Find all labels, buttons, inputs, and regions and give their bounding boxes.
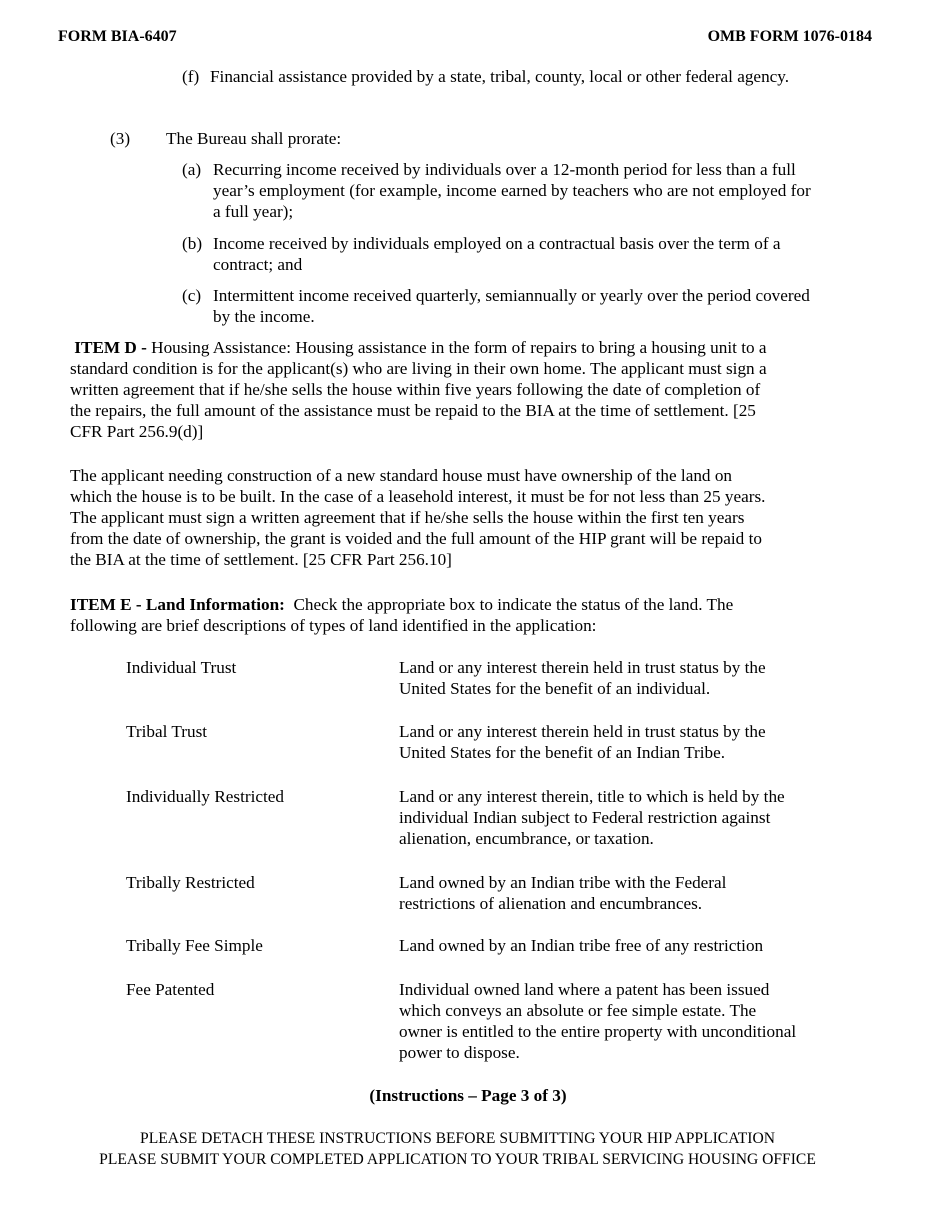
- item-a-label: (a): [182, 160, 202, 179]
- land-term-tribally-fee-simple: Tribally Fee Simple: [126, 936, 263, 955]
- land-term-individual-trust: Individual Trust: [126, 658, 237, 677]
- land-desc-fee-patented: Individual owned land where a patent has been issued which conveys an absolute or fee simple estate. The owner is entitled to the entire property with unconditional power to dispose.: [399, 980, 797, 1062]
- section-3-number: (3): [110, 129, 131, 148]
- footer-notice-detach: PLEASE DETACH THESE INSTRUCTIONS BEFORE SUBMITTING YOUR HIP APPLICATION: [140, 1130, 775, 1147]
- land-term-fee-patented: Fee Patented: [126, 980, 215, 999]
- land-desc-tribally-restricted: Land owned by an Indian tribe with the Federal restrictions of alienation and encumbrances.: [399, 873, 727, 913]
- land-desc-individual-trust: Land or any interest therein held in trust status by the United States for the benefit of an individual.: [399, 658, 766, 698]
- footer-notice-submit: PLEASE SUBMIT YOUR COMPLETED APPLICATION TO YOUR TRIBAL SERVICING HOUSING OFFICE: [99, 1151, 816, 1168]
- item-d-paragraph-2: The applicant needing construction of a new standard house must have ownership of the land on which the house is to be built. In the case of a leasehold interest, it must be for not less than 25 years. The applicant must sign a written agreement that if he/she sells the house within the first ten years from the date of ownership, the grant is voided and the full amount of the HIP grant will be repaid to the BIA at the time of settlement. [25 CFR Part 256.10]: [70, 466, 766, 569]
- land-desc-individually-restricted: Land or any interest therein, title to which is held by the individual Indian subject to Federal restriction against alienation, encumbrance, or taxation.: [399, 787, 785, 848]
- land-desc-tribally-fee-simple: Land owned by an Indian tribe free of any restriction: [399, 936, 764, 955]
- item-e-heading: ITEM E - Land Information:: [70, 595, 285, 614]
- item-f-label: (f): [182, 67, 200, 86]
- item-c-label: (c): [182, 286, 202, 305]
- item-d-paragraph-1: ITEM D - Housing Assistance: Housing assistance in the form of repairs to bring a housing unit to a standard condition is for the applicant(s) who are living in their own home. The applicant must sign a written agreement that if he/she sells the house within five years following the date of completion of the repairs, the full amount of the assistance must be repaid to the BIA at the time of settlement. [25 CFR Part 256.9(d)]: [70, 338, 767, 441]
- land-desc-tribal-trust: Land or any interest therein held in trust status by the United States for the benefit of an Indian Tribe.: [399, 722, 766, 762]
- item-c-text: Intermittent income received quarterly, semiannually or yearly over the period covered by the income.: [213, 286, 810, 326]
- land-term-individually-restricted: Individually Restricted: [126, 787, 284, 806]
- form-number: FORM BIA-6407: [58, 28, 177, 45]
- page-note: (Instructions – Page 3 of 3): [369, 1086, 567, 1105]
- section-3-heading: The Bureau shall prorate:: [166, 129, 342, 148]
- item-e-intro: ITEM E - Land Information: Check the appropriate box to indicate the status of the land. The following are brief descriptions of types of land identified in the application:: [70, 595, 734, 635]
- land-term-tribal-trust: Tribal Trust: [126, 722, 208, 741]
- item-b-label: (b): [182, 234, 203, 253]
- item-b-text: Income received by individuals employed on a contractual basis over the term of a contract; and: [213, 234, 781, 274]
- item-f-text: Financial assistance provided by a state, tribal, county, local or other federal agency.: [210, 67, 790, 86]
- item-d-heading: ITEM D -: [74, 338, 147, 357]
- item-a-text: Recurring income received by individuals over a 12-month period for less than a full year’s employment (for example, income earned by teachers who are not employed for a full year);: [213, 160, 811, 221]
- land-term-tribally-restricted: Tribally Restricted: [126, 873, 255, 892]
- omb-number: OMB FORM 1076-0184: [707, 28, 872, 45]
